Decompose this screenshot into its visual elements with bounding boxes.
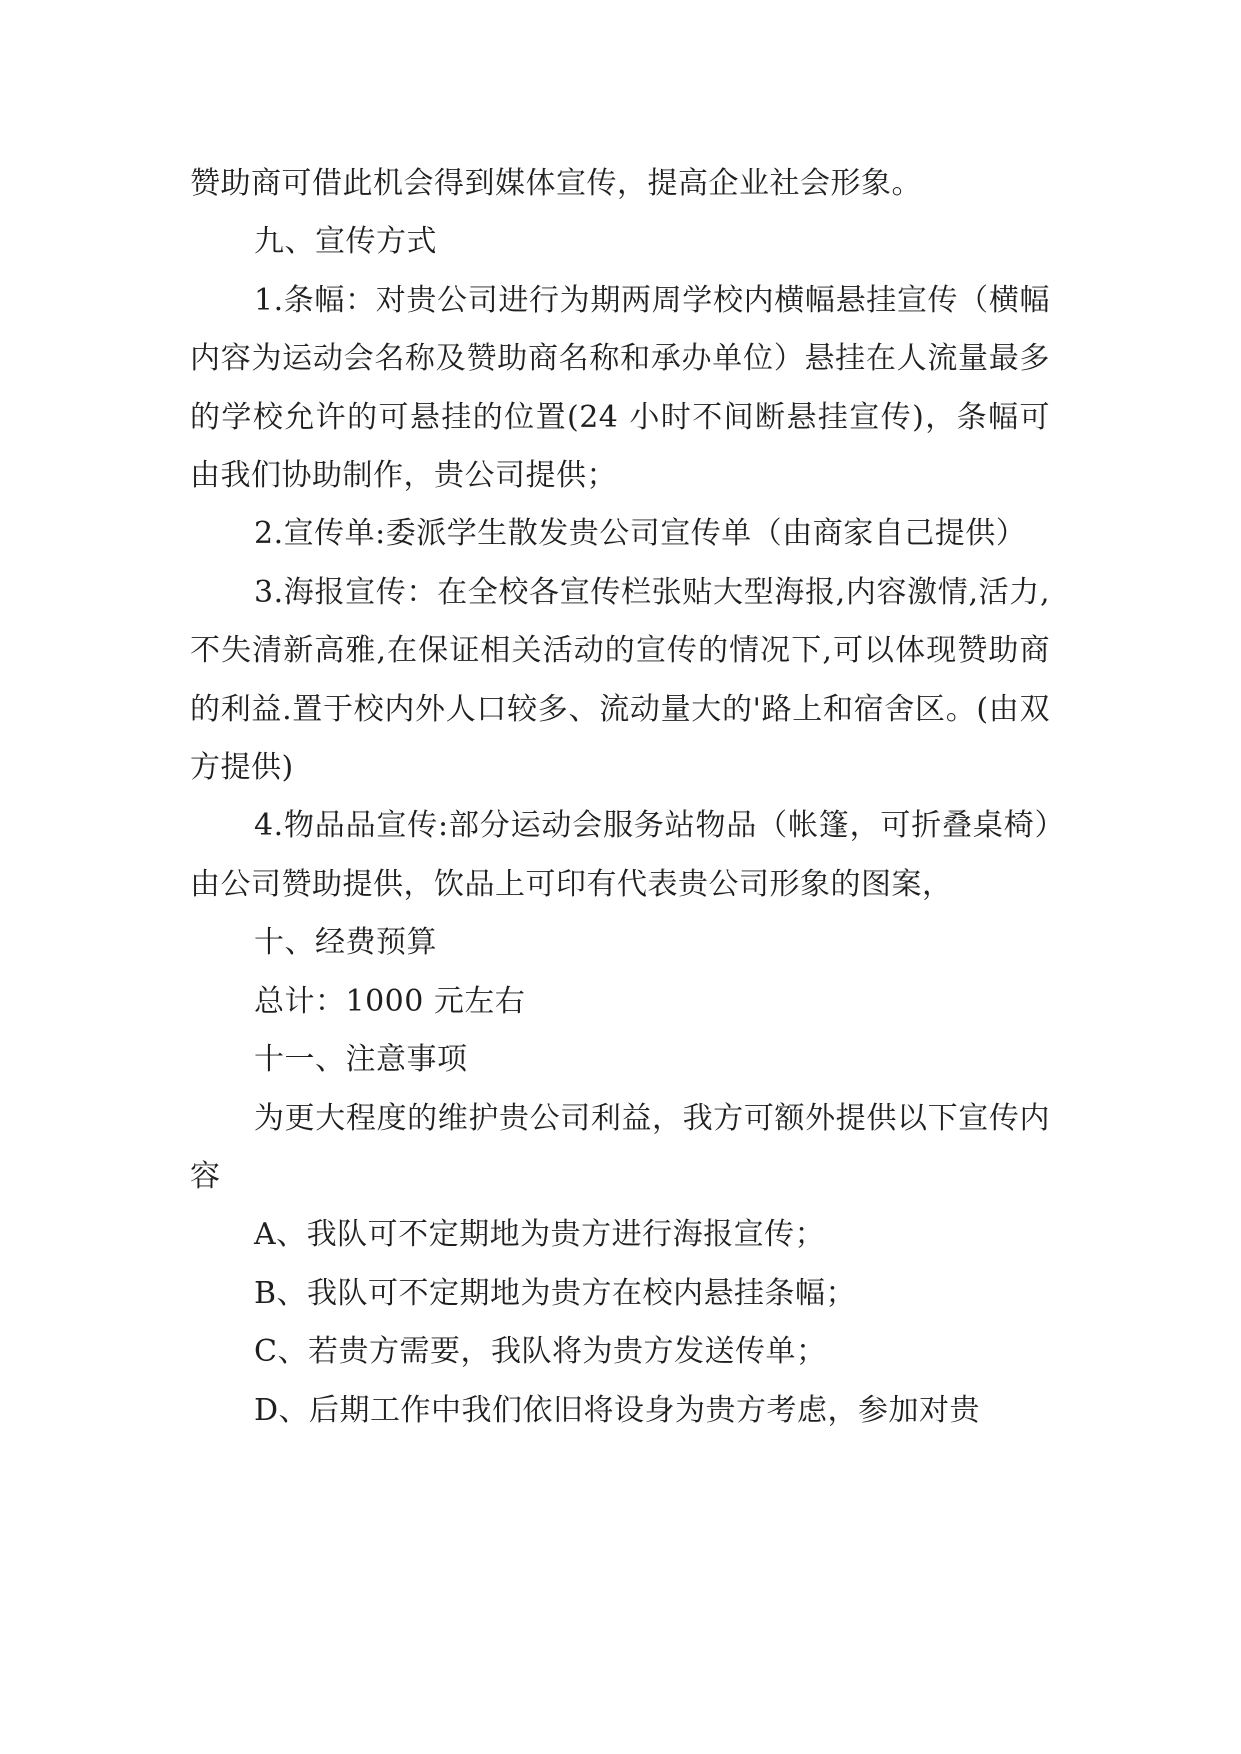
list-item-b: B、我队可不定期地为贵方在校内悬挂条幅； [254, 1275, 857, 1311]
document-body [190, 155, 1050, 1440]
list-item-a: A、我队可不定期地为贵方进行海报宣传； [254, 1217, 826, 1253]
paragraph-banner: 1.条幅：对贵公司进行为期两周学校内横幅悬挂宣传（横幅内容为运动会名称及赞助商名称和承办单位）悬挂在人流量最多的学校允许的可悬挂的位置(24 小时不间断悬挂宣传)，条幅可由我们协助制作，贵公司提供； [190, 282, 1050, 494]
paragraph-flyers: 2.宣传单:委派学生散发贵公司宣传单（由商家自己提供） [254, 516, 1027, 552]
paragraph-total: 总计：1000 元左右 [254, 983, 526, 1019]
heading-publicity-methods: 九、宣传方式 [254, 224, 437, 260]
paragraph-posters: 3.海报宣传：在全校各宣传栏张贴大型海报,内容激情,活力,不失清新高雅,在保证相关活动的宣传的情况下,可以体现赞助商的利益.置于校内外人口较多、流动量大的'路上和宿舍区。(由双方提供) [190, 574, 1050, 786]
list-item-c: C、若贵方需要，我队将为贵方发送传单； [254, 1334, 827, 1370]
paragraph-goods: 4.物品品宣传:部分运动会服务站物品（帐篷，可折叠桌椅）由公司赞助提供，饮品上可印有代表贵公司形象的图案， [190, 808, 1050, 902]
heading-notes: 十一、注意事项 [254, 1042, 468, 1078]
list-item-d: D、后期工作中我们依旧将设身为贵方考虑，参加对贵 [254, 1392, 981, 1428]
paragraph-extra-publicity: 为更大程度的维护贵公司利益，我方可额外提供以下宣传内容 [190, 1100, 1050, 1194]
heading-budget: 十、经费预算 [254, 925, 437, 961]
paragraph-sponsor-benefit: 赞助商可借此机会得到媒体宣传，提高企业社会形象。 [190, 166, 922, 201]
